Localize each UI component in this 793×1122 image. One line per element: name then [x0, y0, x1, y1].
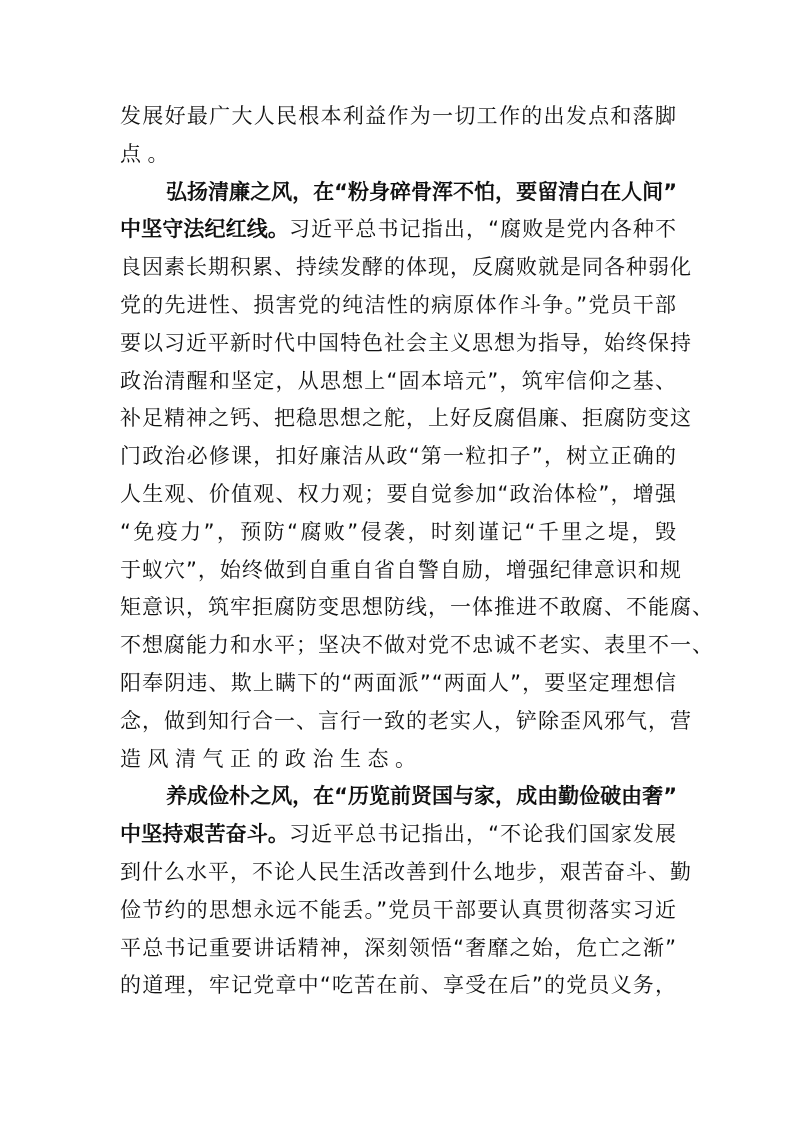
body-text: 到什么水平，不论人民生活改善到什么地步，艰苦奋斗、勤: [120, 859, 692, 884]
paragraph: [120, 174, 714, 779]
text-line: [120, 892, 677, 930]
body-text: 平总书记重要讲话精神，深刻领悟“奢靡之始，危亡之渐”: [120, 935, 677, 960]
text-line: [120, 98, 677, 136]
body-text: 矩意识，筑牢拒腐防变思想防线，一体推进不敢腐、不能腐、: [120, 595, 714, 620]
text-line: [120, 400, 692, 438]
body-text: “免疫力”，预防“腐败”侵袭，时刻谨记“千里之堤，毁: [120, 519, 677, 544]
bold-heading-text: 养成俭朴之风，在“历览前贤国与家，成由勤俭破由奢”: [166, 784, 677, 809]
text-line: [120, 741, 677, 779]
text-line: [120, 136, 677, 174]
body-text: 于蚁穴”，始终做到自重自省自警自励，增强纪律意识和规: [120, 557, 682, 582]
body-text: 习近平总书记指出，“不论我们国家发展: [289, 822, 677, 847]
bold-heading-text: 中坚守法纪红线。: [120, 217, 289, 242]
text-line: [120, 703, 692, 741]
body-text: 的道理，牢记党章中“吃苦在前、享受在后”的党员义务，: [120, 973, 677, 998]
body-text: 要以习近平新时代中国特色社会主义思想为指导，始终保持: [120, 330, 692, 355]
body-text: 政治清醒和坚定，从思想上“固本培元”，筑牢信仰之基、: [120, 368, 677, 393]
text-line: [120, 627, 714, 665]
text-line: [120, 438, 677, 476]
text-line: [120, 287, 677, 325]
body-text: 不想腐能力和水平；坚决不做对党不忠诚不老实、表里不一、: [120, 633, 714, 658]
text-line: [120, 476, 677, 514]
body-text: 党的先进性、损害党的纯洁性的病原体作斗争。”党员干部: [120, 292, 677, 317]
body-text: 造风清气正的政治生态。: [120, 746, 423, 771]
text-line: [120, 211, 677, 249]
text-line: [120, 552, 682, 590]
text-line: [120, 325, 692, 363]
paragraph: [120, 778, 692, 1005]
body-text: 习近平总书记指出，“腐败是党内各种不: [289, 217, 677, 242]
text-line: [120, 816, 677, 854]
body-text: 补足精神之钙、把稳思想之舵，上好反腐倡廉、拒腐防变这: [120, 406, 692, 431]
document-body: [120, 98, 714, 1005]
body-text: 点。: [120, 141, 175, 166]
text-line: [120, 363, 677, 401]
body-text: 良因素长期积累、持续发酵的体现，反腐败就是同各种弱化: [120, 255, 692, 280]
text-line: [120, 174, 677, 212]
body-text: 门政治必修课，扣好廉洁从政“第一粒扣子”，树立正确的: [120, 444, 677, 469]
bold-heading-text: 弘扬清廉之风，在“粉身碎骨浑不怕，要留清白在人间”: [166, 179, 677, 204]
text-line: [120, 854, 692, 892]
text-line: [120, 589, 714, 627]
body-text: 俭节约的思想永远不能丢。”党员干部要认真贯彻落实习近: [120, 897, 677, 922]
text-line: [120, 665, 677, 703]
paragraph: [120, 98, 677, 174]
body-text: 阳奉阴违、欺上瞒下的“两面派”“两面人”，要坚定理想信: [120, 670, 677, 695]
text-line: [120, 249, 692, 287]
text-line: [120, 514, 677, 552]
body-text: 发展好最广大人民根本利益作为一切工作的出发点和落脚: [120, 104, 677, 128]
text-line: [120, 930, 677, 968]
body-text: 人生观、价值观、权力观；要自觉参加“政治体检”，增强: [120, 481, 677, 506]
bold-heading-text: 中坚持艰苦奋斗。: [120, 822, 289, 847]
body-text: 念，做到知行合一、言行一致的老实人，铲除歪风邪气，营: [120, 708, 692, 733]
text-line: [120, 967, 677, 1005]
text-line: [120, 778, 677, 816]
